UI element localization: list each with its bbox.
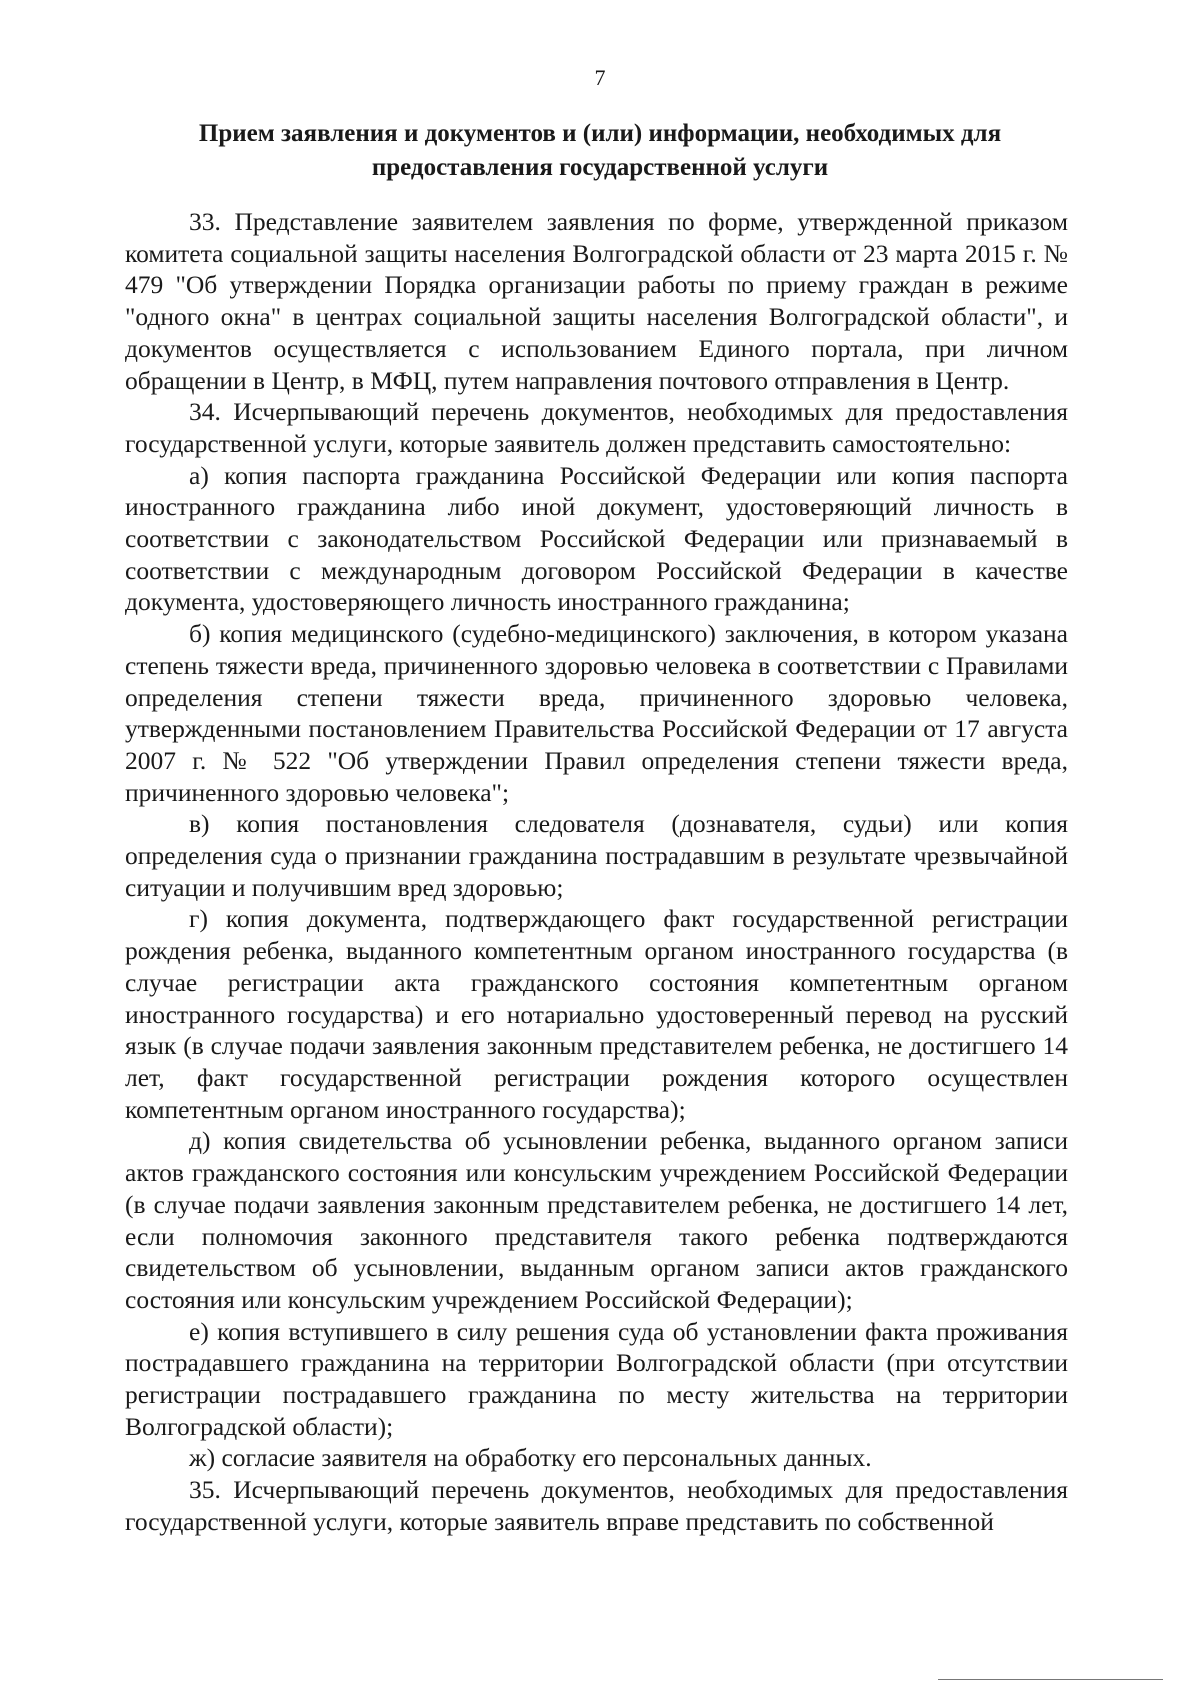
document-body xyxy=(125,206,1068,1538)
page-number: 7 xyxy=(594,65,606,90)
paragraph-34: 34. Исчерпывающий перечень документов, необходимых для предоставления государственной услуги, которые заявитель должен представить самостоятельно: xyxy=(125,397,1068,458)
list-item-d: д) копия свидетельства об усыновлении ребенка, выданного органом записи актов гражданского состояния или консульским учреждением Российской Федерации (в случае подачи заявления законным представителем ребенка, не достигшего 14 лет, если полномочия законного представителя такого ребенка подтверждаются свидетельством об усыновлении, выданным органом записи актов гражданского состояния или консульским учреждением Российской Федерации); xyxy=(125,1126,1068,1314)
list-item-e: е) копия вступившего в силу решения суда об установлении факта проживания пострадавшего гражданина на территории Волгоградской области (при отсутствии регистрации пострадавшего гражданина по месту жительства на территории Волгоградской области); xyxy=(125,1316,1068,1441)
list-item-v: в) копия постановления следователя (дознавателя, судьи) или копия определения суда о признании гражданина пострадавшим в результате чрезвычайной ситуации и получившим вред здоровью; xyxy=(125,809,1068,902)
paragraph-35: 35. Исчерпывающий перечень документов, необходимых для предоставления государственной услуги, которые заявитель вправе представить по собственной xyxy=(125,1475,1068,1536)
section-heading: Прием заявления и документов и (или) информации, необходимых для предоставления государственной услуги xyxy=(198,120,1002,181)
footer-divider xyxy=(938,1679,1163,1680)
list-item-zh: ж) согласие заявителя на обработку его персональных данных. xyxy=(189,1443,872,1473)
list-item-a: а) копия паспорта гражданина Российской Федерации или копия паспорта иностранного гражданина либо иной документ, удостоверяющий личность в соответствии с законодательством Российской Федерации или признаваемый в соответствии с международным договором Российской Федерации в качестве документа, удостоверяющего личность иностранного гражданина; xyxy=(125,460,1068,617)
list-item-b: б) копия медицинского (судебно-медицинского) заключения, в котором указана степень тяжести вреда, причиненного здоровью человека в соответствии с Правилами определения степени тяжести вреда, причиненного здоровью человека, утвержденными постановлением Правительства Российской Федерации от 17 августа 2007 г. № 522 "Об утверждении Правил определения степени тяжести вреда, причиненного здоровью человека"; xyxy=(125,619,1068,807)
list-item-g: г) копия документа, подтверждающего факт государственной регистрации рождения ребенка, выданного компетентным органом иностранного государства (в случае регистрации акта гражданского состояния компетентным органом иностранного государства) и его нотариально удостоверенный перевод на русский язык (в случае подачи заявления законным представителем ребенка, не достигшего 14 лет, факт государственной регистрации рождения которого осуществлен компетентным органом иностранного государства); xyxy=(125,904,1068,1124)
paragraph-33: 33. Представление заявителем заявления по форме, утвержденной приказом комитета социальной защиты населения Волгоградской области от 23 марта 2015 г. № 479 "Об утверждении Порядка организации работы по приему граждан в режиме "одного окна" в центрах социальной защиты населения Волгоградской области", и документов осуществляется с использованием Единого портала, при личном обращении в Центр, в МФЦ, путем направления почтового отправления в Центр. xyxy=(125,207,1068,395)
